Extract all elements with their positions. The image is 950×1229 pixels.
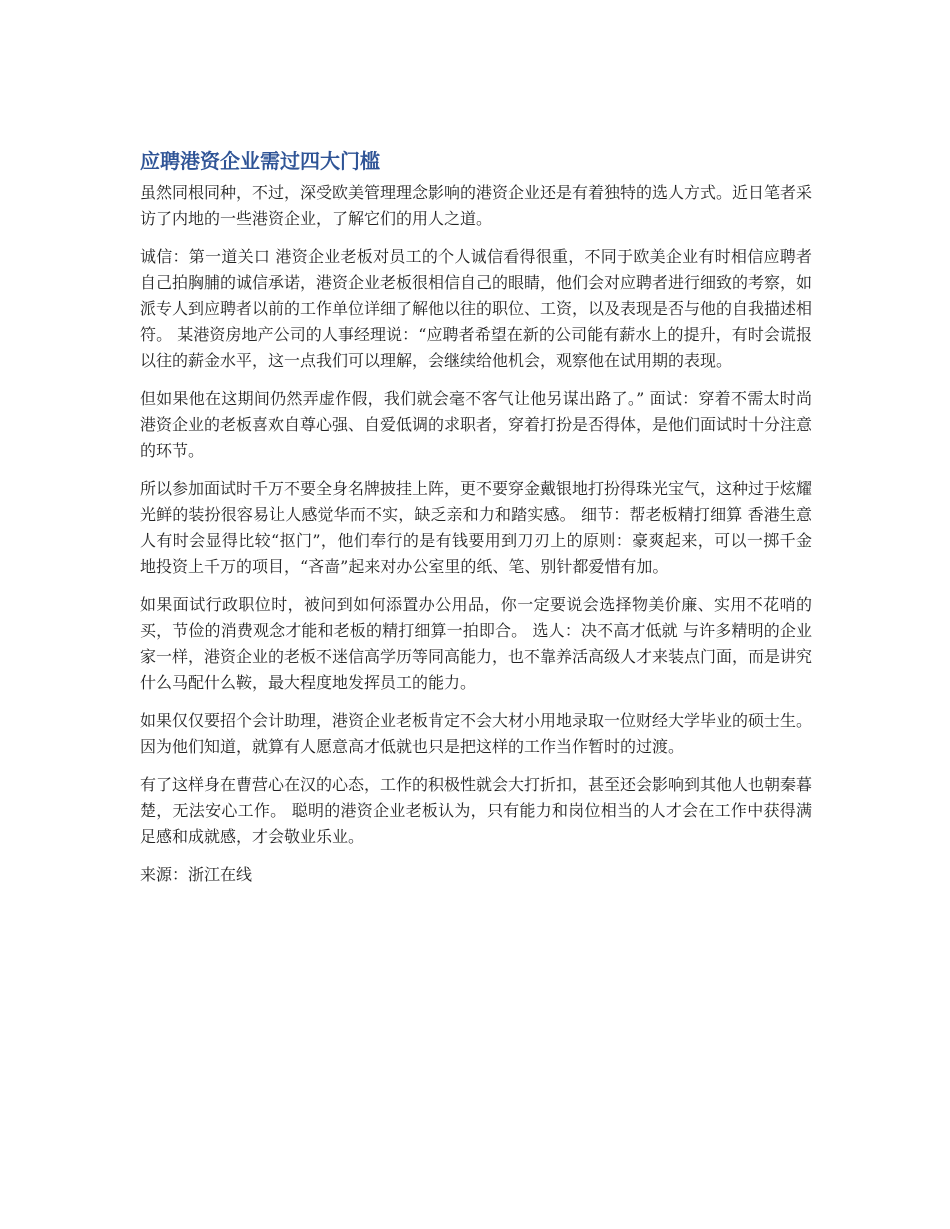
paragraph: 有了这样身在曹营心在汉的心态，工作的积极性就会大打折扣，甚至还会影响到其他人也朝秦暮楚，无法安心工作。 聪明的港资企业老板认为，只有能力和岗位相当的人才会在工作中获得满足感和成就感，才会敬业乐业。	[140, 775, 813, 846]
paragraph: 所以参加面试时千万不要全身名牌披挂上阵，更不要穿金戴银地打扮得珠光宝气，这种过于炫耀光鲜的装扮很容易让人感觉华而不实，缺乏亲和力和踏实感。 细节：帮老板精打细算 香港生意人有时会显得比较“抠门”，他们奉行的是有钱要用到刀刃上的原则：豪爽起来，可以一掷千金地投资上千万的项目，“吝啬”起来对办公室里的纸、笔、别针都爱惜有加。	[140, 479, 813, 576]
paragraph: 如果仅仅要招个会计助理，港资企业老板肯定不会大材小用地录取一位财经大学毕业的硕士生。因为他们知道，就算有人愿意高才低就也只是把这样的工作当作暂时的过渡。	[140, 711, 813, 756]
article-source: 来源：浙江在线	[140, 865, 253, 884]
paragraph: 虽然同根同种，不过，深受欧美管理理念影响的港资企业还是有着独特的选人方式。近日笔者采访了内地的一些港资企业，了解它们的用人之道。	[140, 183, 813, 228]
paragraph: 诚信：第一道关口 港资企业老板对员工的个人诚信看得很重，不同于欧美企业有时相信应聘者自己拍胸脯的诚信承诺，港资企业老板很相信自己的眼睛，他们会对应聘者进行细致的考察，如派专人到应聘者以前的工作单位详细了解他以往的职位、工资，以及表现是否与他的自我描述相符。 某港资房地产公司的人事经理说：“应聘者希望在新的公司能有薪水上的提升，有时会谎报以往的薪金水平，这一点我们可以理解，会继续给他机会，观察他在试用期的表现。	[140, 247, 813, 370]
article	[140, 148, 812, 888]
article-title: 应聘港资企业需过四大门槛	[140, 149, 380, 173]
paragraph: 但如果他在这期间仍然弄虚作假，我们就会毫不客气让他另谋出路了。” 面试：穿着不需太时尚 港资企业的老板喜欢自尊心强、自爱低调的求职者，穿着打扮是否得体，是他们面试时十分注意的环节。	[140, 389, 813, 460]
paragraph: 如果面试行政职位时，被问到如何添置办公用品，你一定要说会选择物美价廉、实用不花哨的买，节俭的消费观念才能和老板的精打细算一拍即合。 选人：决不高才低就 与许多精明的企业家一样，港资企业的老板不迷信高学历等同高能力，也不靠养活高级人才来装点门面，而是讲究什么马配什么鞍，最大程度地发挥员工的能力。	[140, 595, 813, 692]
